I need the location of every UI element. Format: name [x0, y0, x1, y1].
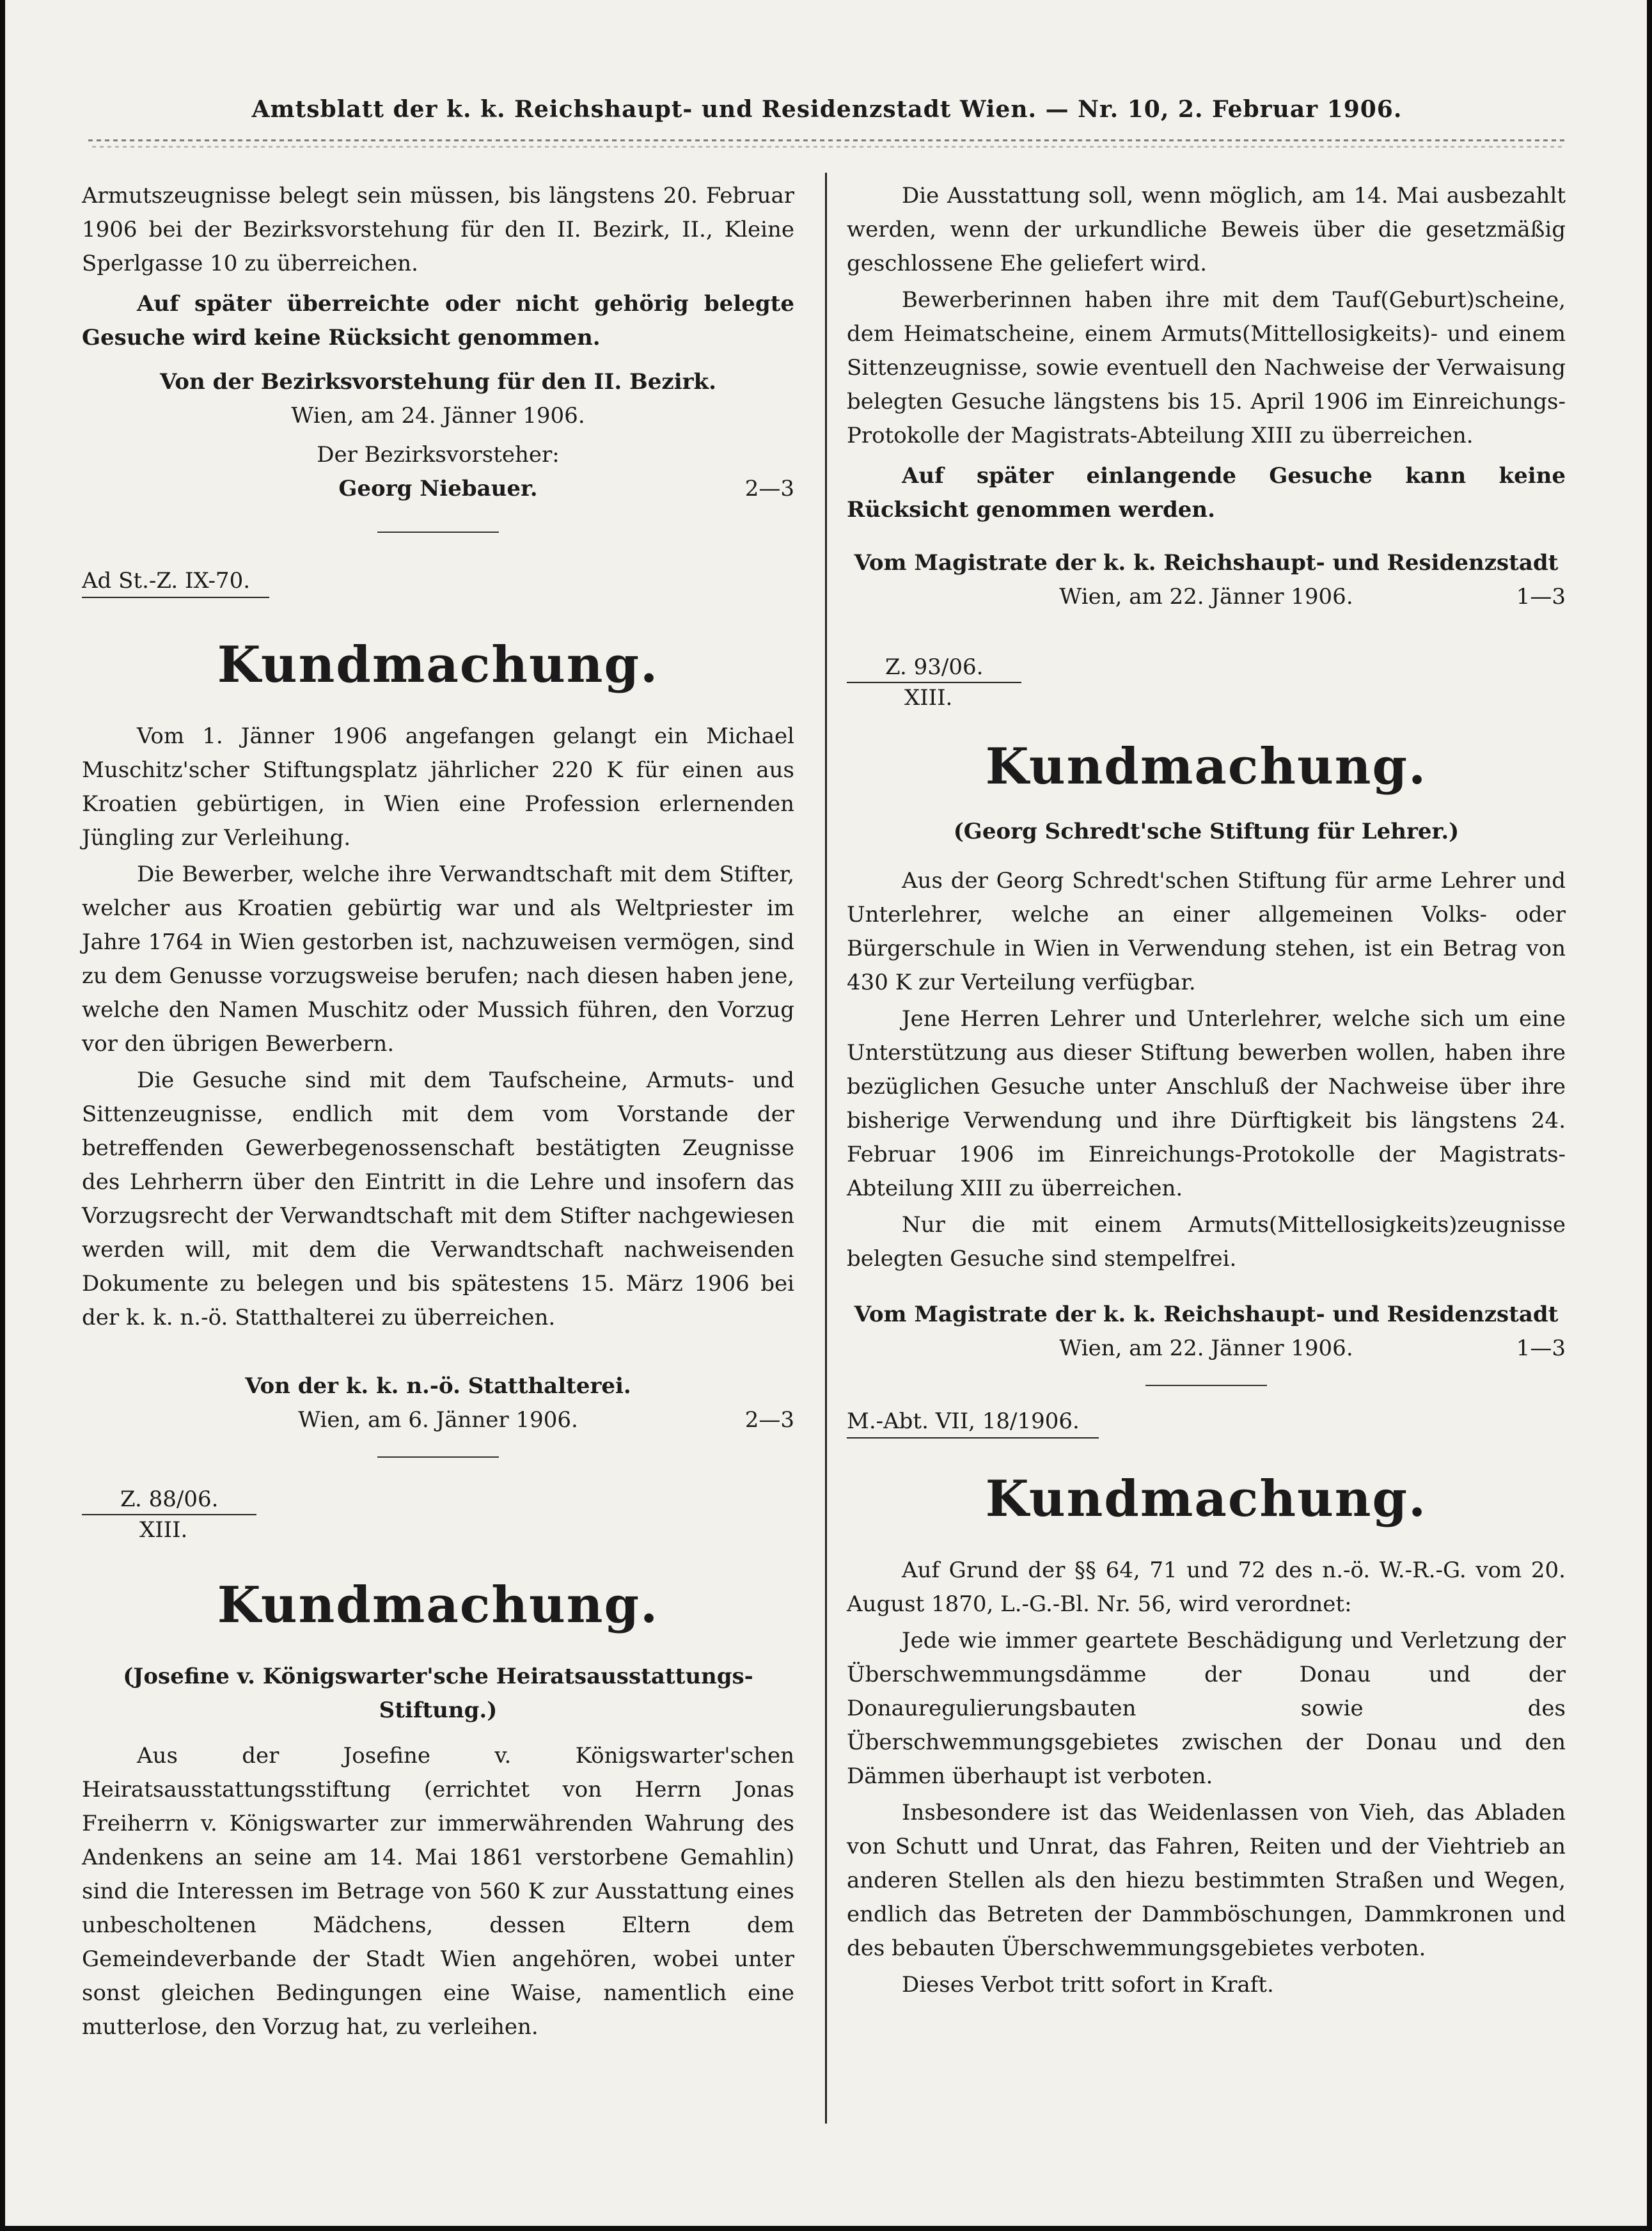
paragraph: Armutszeugnisse belegt sein müssen, bis längstens 20. Februar 1906 bei der Bezirksvorstehung für den II. Bezirk, II., Kleine Sperlgasse 10 zu überreichen.: [82, 183, 794, 276]
reference-number: Z. 88/06. XIII.: [82, 1485, 256, 1545]
reference-number: Z. 93/06. XIII.: [847, 652, 1021, 713]
paragraph: Auf Grund der §§ 64, 71 und 72 des n.-ö. W.-R.-G. vom 20. August 1870, L.-G.-Bl. Nr. 56, wird verordnet:: [847, 1557, 1566, 1617]
section-rule: [377, 1456, 499, 1458]
header-rule-secondary: [88, 146, 1566, 148]
notice-subtitle: (Georg Schredt'sche Stiftung für Lehrer.): [953, 819, 1459, 844]
notice-subtitle: (Josefine v. Königswarter'sche Heiratsausstattungs-Stiftung.): [123, 1664, 753, 1723]
signature-row: [82, 472, 794, 506]
newspaper-page: [5, 0, 1647, 2226]
insertion-count: 2—3: [744, 476, 794, 501]
paragraph: Insbesondere ist das Weidenlassen von Vieh, das Abladen von Schutt und Unrat, das Fahren, Reiten und der Viehtrieb an anderen Stellen als den hiezu bestimmten Straßen und Wegen, endlich das Betreten der Dammböschungen, Dammkronen und des bebauten Überschwemmungsgebietes verboten.: [847, 1800, 1566, 1961]
authority-line: Von der Bezirksvorstehung für den II. Bezirk.: [160, 369, 716, 395]
paragraph: Die Bewerber, welche ihre Verwandtschaft mit dem Stifter, welcher aus Kroatien gebürtig war und als Weltpriester im Jahre 1764 in Wien gestorben ist, nachzuweisen vermögen, sind zu dem Genusse vorzugsweise berufen; nach diesen haben jene, welche den Namen Muschitz oder Mussich führen, den Vorzug vor den übrigen Bewerbern.: [82, 862, 794, 1057]
date-row: [82, 1403, 794, 1437]
paragraph-notice: Auf später einlangende Gesuche kann keine Rücksicht genommen werden.: [847, 463, 1566, 523]
paragraph: Dieses Verbot tritt sofort in Kraft.: [902, 1972, 1274, 1998]
date-line: Wien, am 22. Jänner 1906.: [1059, 1336, 1353, 1361]
right-column: [847, 179, 1566, 2002]
reference-number: Ad St.-Z. IX-70.: [82, 565, 794, 598]
notice-title: Kundmachung.: [985, 1470, 1428, 1528]
paragraph: Nur die mit einem Armuts(Mittellosigkeits)zeugnisse belegten Gesuche sind stempelfrei.: [847, 1212, 1566, 1272]
notice-title: Kundmachung.: [985, 737, 1428, 796]
date-line: Wien, am 22. Jänner 1906.: [1059, 584, 1353, 610]
authority-line: Vom Magistrate der k. k. Reichshaupt- und Residenzstadt: [854, 1302, 1559, 1327]
reference-number: M.-Abt. VII, 18/1906.: [847, 1405, 1566, 1439]
paragraph: Aus der Georg Schredt'schen Stiftung für arme Lehrer und Unterlehrer, welche an einer allgemeinen Volks- oder Bürgerschule in Wien in Verwendung stehen, ist ein Betrag von 430 K zur Verteilung verfügbar.: [847, 868, 1566, 995]
date-row: [847, 580, 1566, 614]
date-line: Wien, am 24. Jänner 1906.: [291, 403, 585, 429]
paragraph: Aus der Josefine v. Königswarter'schen Heiratsausstattungsstiftung (errichtet von Herrn Jonas Freiherrn v. Königswarter zur immerwährenden Wahrung des Andenkens an seine am 14. Mai 1861 verstorbene Gemahlin) sind die Interessen im Betrage von 560 K zur Ausstattung eines unbescholtenen Mädchens, dessen Eltern dem Gemeindeverbande der Stadt Wien angehören, wobei unter sonst gleichen Bedingungen eine Waise, namentlich eine mutterlose, den Vorzug hat, zu verleihen.: [82, 1743, 794, 2040]
authority-line: Von der k. k. n.-ö. Statthalterei.: [245, 1373, 631, 1399]
page-header: Amtsblatt der k. k. Reichshaupt- und Residenzstadt Wien. — Nr. 10, 2. Februar 1906.: [251, 96, 1403, 123]
header-rule: [88, 139, 1566, 141]
signer-role: Der Bezirksvorsteher:: [317, 442, 560, 468]
signer-name: Georg Niebauer.: [338, 476, 538, 501]
section-rule: [1145, 1385, 1267, 1386]
column-divider: [825, 173, 827, 2124]
paragraph-notice: Auf später überreichte oder nicht gehörig belegte Gesuche wird keine Rücksicht genommen.: [82, 291, 794, 351]
date-row: [847, 1332, 1566, 1366]
paragraph: Vom 1. Jänner 1906 angefangen gelangt ein Michael Muschitz'scher Stiftungsplatz jährlicher 220 K für einen aus Kroatien gebürtigen, in Wien eine Profession erlernenden Jüngling zur Verleihung.: [82, 723, 794, 851]
paragraph: Bewerberinnen haben ihre mit dem Tauf(Geburt)scheine, dem Heimatscheine, einem Armuts(Mittellosigkeits)- und einem Sittenzeugnisse, sowie eventuell den Nachweise der Verwaisung belegten Gesuche längstens bis 15. April 1906 im Einreichungs-Protokolle der Magistrats-Abteilung XIII zu überreichen.: [847, 287, 1566, 448]
paragraph: Jede wie immer geartete Beschädigung und Verletzung der Überschwemmungsdämme der Donau und der Donauregulierungsbauten sowie des Überschwemmungsgebietes zwischen der Donau und den Dämmen überhaupt ist verboten.: [847, 1628, 1566, 1789]
notice-title: Kundmachung.: [217, 1576, 659, 1634]
date-line: Wien, am 6. Jänner 1906.: [298, 1407, 578, 1433]
paragraph: Jene Herren Lehrer und Unterlehrer, welche sich um eine Unterstützung aus dieser Stiftung bewerben wollen, haben ihre bezüglichen Gesuche unter Anschluß der Nachweise über ihre bisherige Verwendung und ihre Dürftigkeit bis längstens 24. Februar 1906 im Einreichungs-Protokolle der Magistrats-Abteilung XIII zu überreichen.: [847, 1006, 1566, 1201]
insertion-count: 2—3: [744, 1407, 794, 1433]
section-rule: [377, 532, 499, 533]
paragraph: Die Ausstattung soll, wenn möglich, am 14. Mai ausbezahlt werden, wenn der urkundliche Beweis über die gesetzmäßig geschlossene Ehe geliefert wird.: [847, 183, 1566, 276]
insertion-count: 1—3: [1516, 1336, 1566, 1361]
notice-title: Kundmachung.: [217, 636, 659, 694]
paragraph: Die Gesuche sind mit dem Taufscheine, Armuts- und Sittenzeugnisse, endlich mit dem vom Vorstande der betreffenden Gewerbegenossenschaft bestätigten Zeugnisse des Lehrherrn über den Eintritt in die Lehre und insofern das Vorzugsrecht der Verwandtschaft mit dem Stifter nachgewiesen werden will, mit dem die Verwandtschaft nachweisenden Dokumente zu belegen und bis spätestens 15. März 1906 bei der k. k. n.-ö. Statthalterei zu überreichen.: [82, 1068, 794, 1330]
authority-line: Vom Magistrate der k. k. Reichshaupt- und Residenzstadt: [854, 550, 1559, 576]
insertion-count: 1—3: [1516, 584, 1566, 610]
left-column: [82, 179, 794, 2044]
